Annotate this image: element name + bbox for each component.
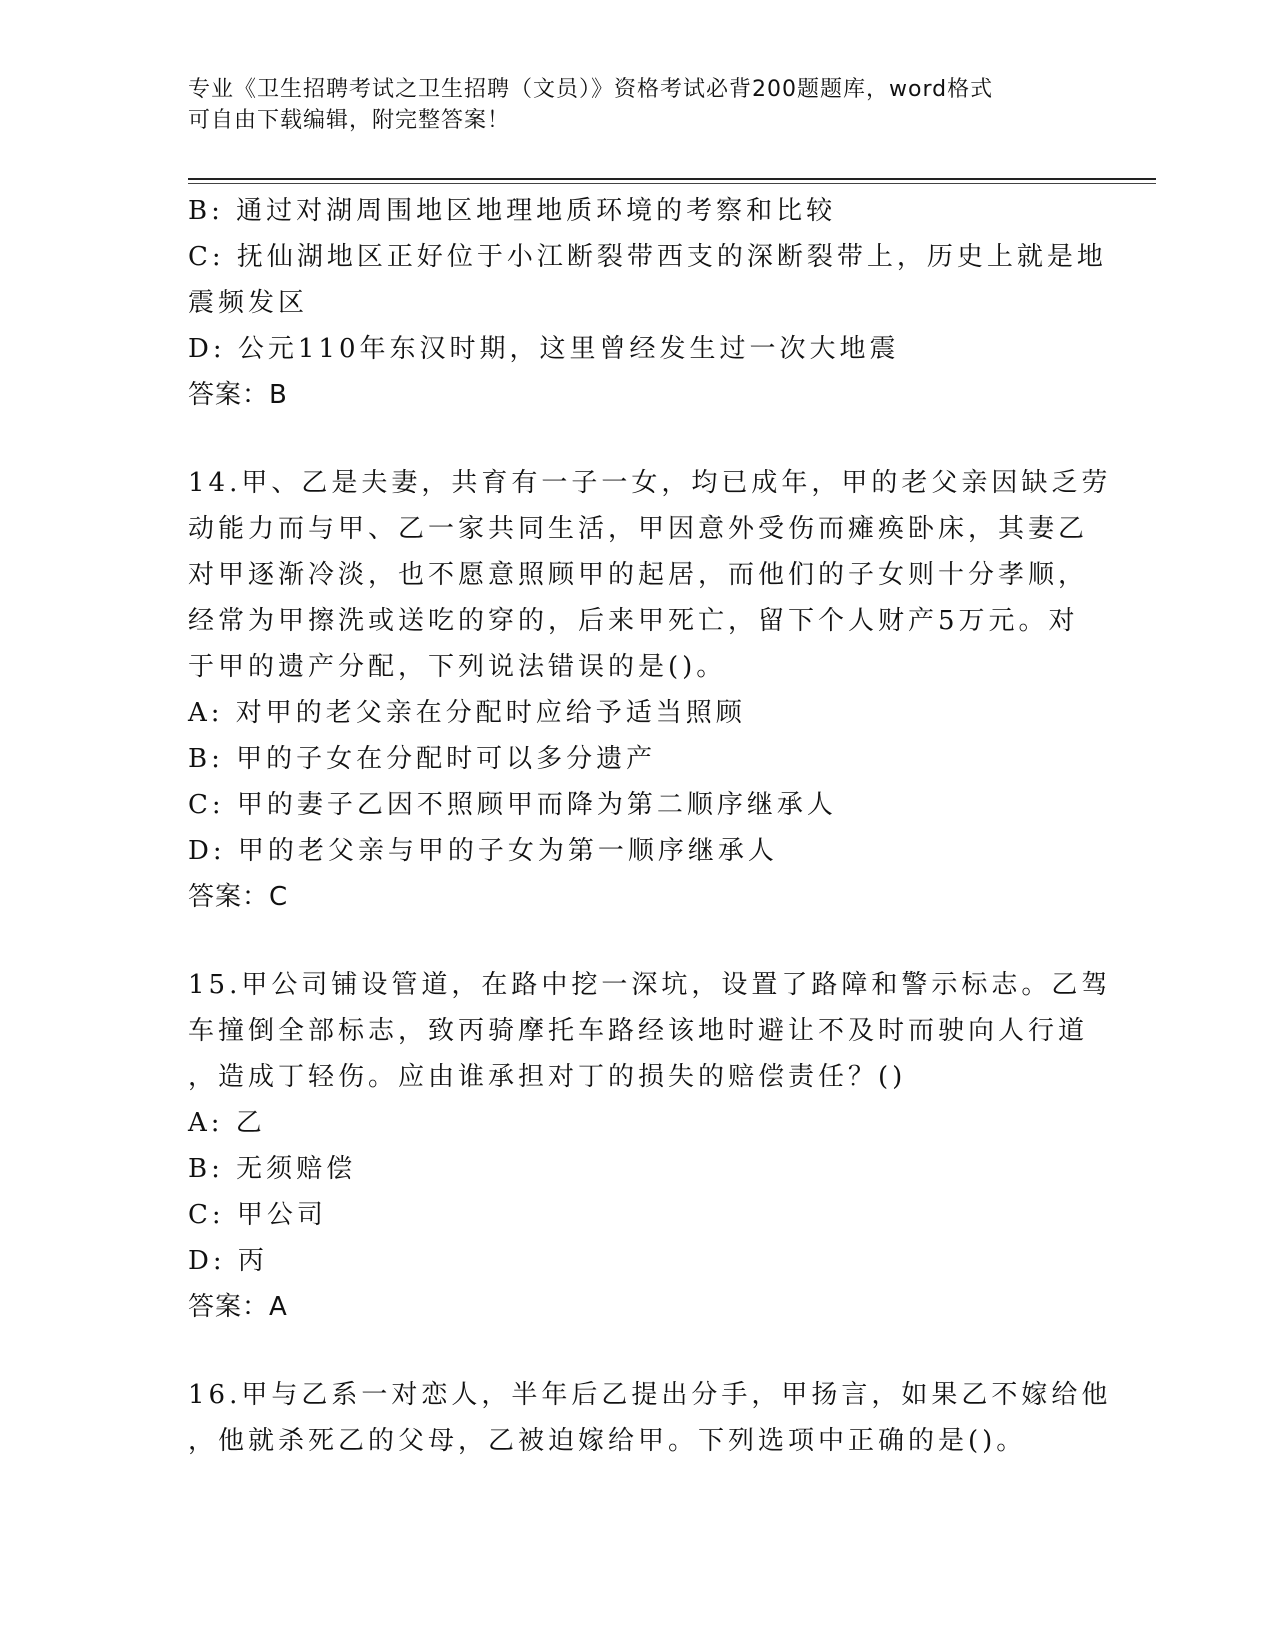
q15-option-b: B: 无须赔偿 — [188, 1154, 357, 1184]
question-13 — [188, 188, 1107, 418]
header-divider-thin — [188, 183, 1156, 184]
q14-answer: 答案：C — [188, 882, 289, 912]
spacer — [188, 920, 1078, 962]
q15-stem-line-2: 车撞倒全部标志，致丙骑摩托车路经该地时避让不及时而驶向人行道 — [188, 1016, 1089, 1046]
q14-stem-line-4: 经常为甲擦洗或送吃的穿的，后来甲死亡，留下个人财产5万元。对 — [188, 606, 1079, 636]
header-divider-thick — [188, 178, 1156, 180]
q15-option-a: A: 乙 — [188, 1108, 266, 1138]
spacer — [188, 1330, 1078, 1372]
q15-option-c: C: 甲公司 — [188, 1200, 327, 1230]
q15-answer: 答案：A — [188, 1292, 288, 1322]
q16-stem-line-1: 16.甲与乙系一对恋人，半年后乙提出分手，甲扬言，如果乙不嫁给他 — [188, 1380, 1112, 1410]
question-14 — [188, 460, 1112, 920]
header-line-1: 专业《卫生招聘考试之卫生招聘（文员）》资格考试必背200题题库，word格式 — [188, 77, 994, 102]
q14-option-a: A: 对甲的老父亲在分配时应给予适当照顾 — [188, 698, 746, 728]
q13-answer: 答案：B — [188, 380, 288, 410]
q13-option-d: D: 公元110年东汉时期，这里曾经发生过一次大地震 — [188, 334, 900, 364]
q14-stem-line-1: 14.甲、乙是夫妻，共育有一子一女，均已成年，甲的老父亲因缺乏劳 — [188, 468, 1112, 498]
q15-stem-line-3: ，造成丁轻伤。应由谁承担对丁的损失的赔偿责任？() — [188, 1062, 907, 1092]
q14-option-b: B: 甲的子女在分配时可以多分遗产 — [188, 744, 657, 774]
q14-option-d: D: 甲的老父亲与甲的子女为第一顺序继承人 — [188, 836, 778, 866]
q14-stem-line-2: 动能力而与甲、乙一家共同生活，甲因意外受伤而瘫痪卧床，其妻乙 — [188, 514, 1089, 544]
q16-stem-line-2: ，他就杀死乙的父母，乙被迫嫁给甲。下列选项中正确的是()。 — [188, 1426, 1027, 1456]
q14-stem-line-5: 于甲的遗产分配，下列说法错误的是()。 — [188, 652, 727, 682]
header-line-2: 可自由下载编辑，附完整答案！ — [188, 108, 511, 133]
q13-option-b: B: 通过对湖周围地区地理地质环境的考察和比较 — [188, 196, 837, 226]
question-content — [188, 188, 1112, 1464]
q13-option-c-line-2: 震频发区 — [188, 288, 309, 318]
q14-option-c: C: 甲的妻子乙因不照顾甲而降为第二顺序继承人 — [188, 790, 837, 820]
q13-option-c-line-1: C: 抚仙湖地区正好位于小江断裂带西支的深断裂带上，历史上就是地 — [188, 242, 1107, 272]
question-16 — [188, 1372, 1112, 1464]
document-header — [188, 74, 1068, 136]
q15-stem-line-1: 15.甲公司铺设管道，在路中挖一深坑，设置了路障和警示标志。乙驾 — [188, 970, 1112, 1000]
q15-option-d: D: 丙 — [188, 1246, 268, 1276]
q14-stem-line-3: 对甲逐渐冷淡，也不愿意照顾甲的起居，而他们的子女则十分孝顺， — [188, 560, 1089, 590]
spacer — [188, 418, 1078, 460]
question-15 — [188, 962, 1112, 1330]
